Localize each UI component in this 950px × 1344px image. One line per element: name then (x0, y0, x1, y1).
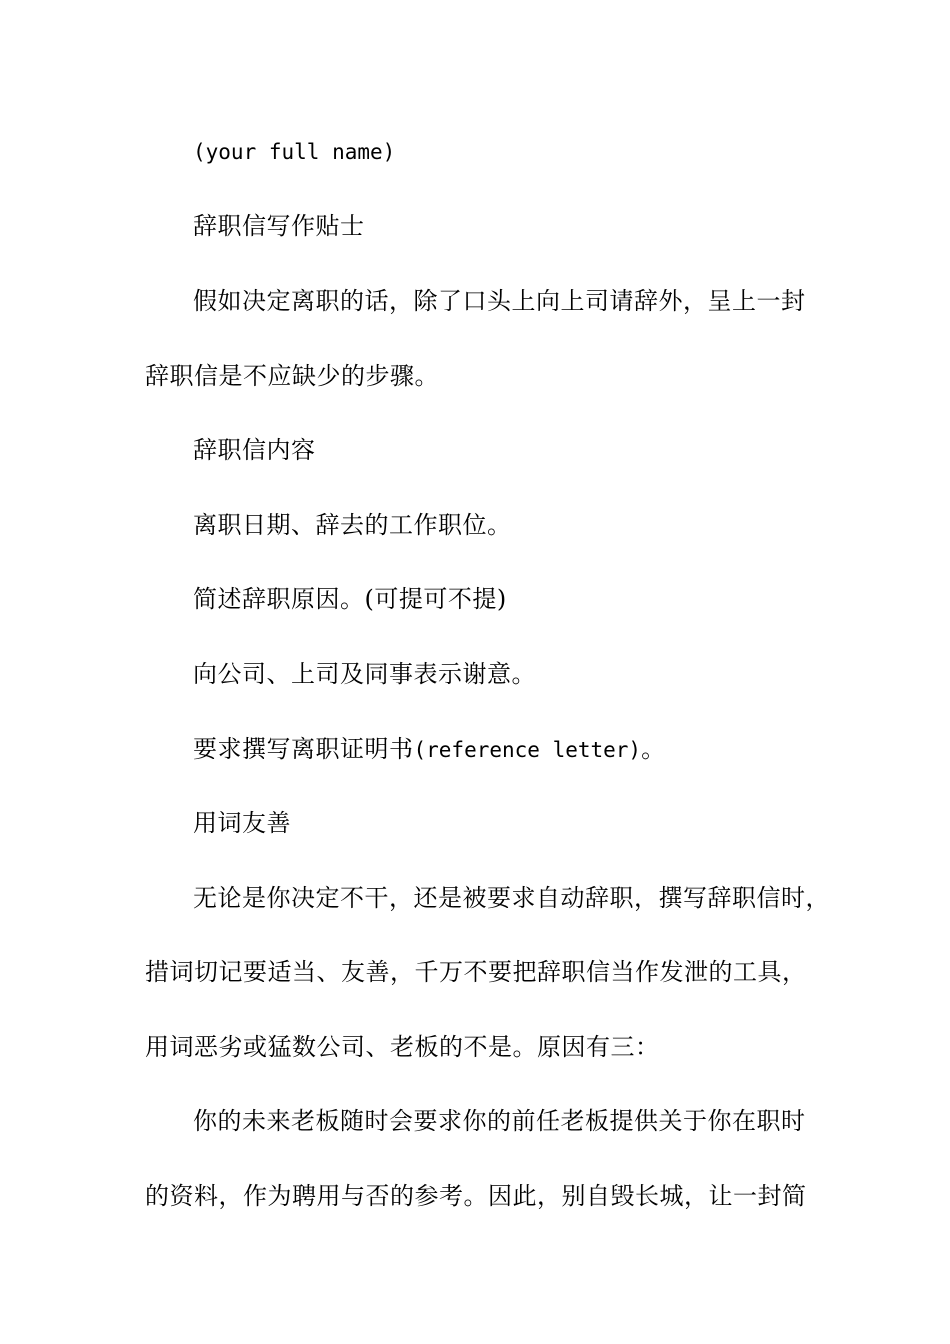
paragraph-2-line-3: 用词恶劣或猛数公司、老板的不是。原因有三： (145, 1033, 660, 1061)
paragraph-2-line-1: 无论是你决定不干，还是被要求自动辞职，撰写辞职信时， (193, 884, 830, 912)
paragraph-3-line-2: 的资料，作为聘用与否的参考。因此，别自毁长城，让一封简 (145, 1182, 807, 1210)
paragraph-3-line-1: 你的未来老板随时会要求你的前任老板提供关于你在职时 (193, 1107, 806, 1135)
list-item-4-suffix: 。 (641, 735, 666, 763)
list-item-4-prefix: 要求撰写离职证明书 (193, 735, 414, 763)
heading-content: 辞职信内容 (193, 436, 316, 464)
heading-wording: 用词友善 (193, 809, 291, 837)
signature-placeholder: (your full name) (193, 140, 396, 164)
list-item-2: 简述辞职原因。(可提可不提) (193, 585, 507, 613)
list-item-4 (193, 733, 873, 766)
list-item-3: 向公司、上司及同事表示谢意。 (193, 660, 536, 688)
paragraph-1-line-2: 辞职信是不应缺少的步骤。 (145, 362, 439, 390)
paragraph-1-line-1: 假如决定离职的话，除了口头上向上司请辞外，呈上一封 (193, 287, 806, 315)
heading-tips: 辞职信写作贴士 (193, 212, 365, 240)
list-item-1: 离职日期、辞去的工作职位。 (193, 511, 512, 539)
list-item-4-english: (reference letter) (413, 738, 642, 762)
paragraph-2-line-2: 措词切记要适当、友善，千万不要把辞职信当作发泄的工具， (145, 958, 807, 986)
